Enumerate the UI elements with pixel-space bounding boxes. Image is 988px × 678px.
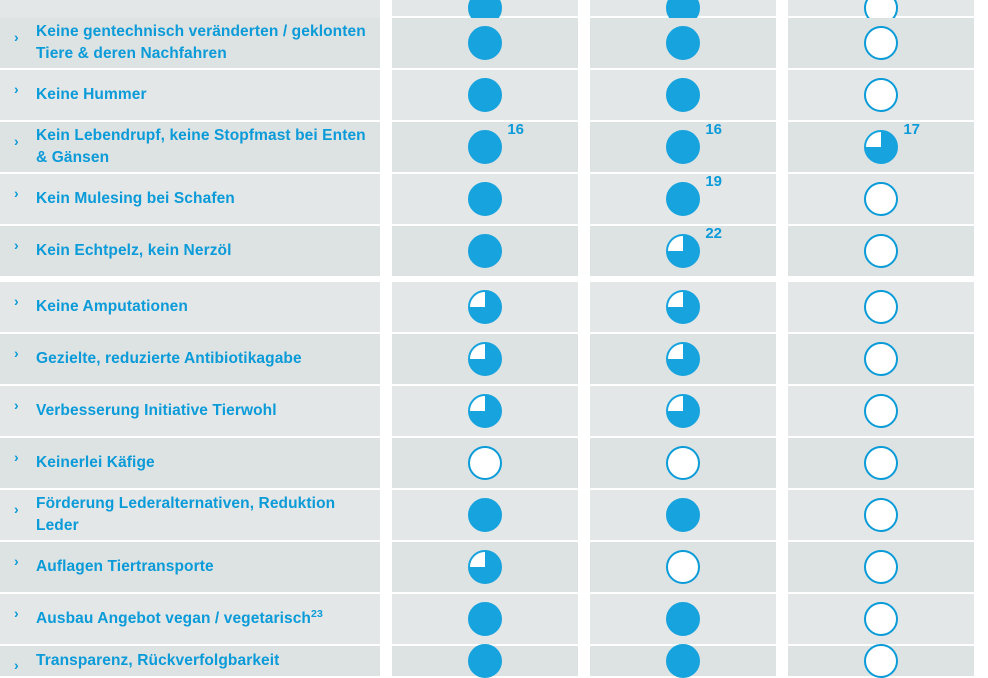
criterion-cell[interactable] [0, 646, 380, 676]
rating-dot-three-quarter-icon [666, 234, 700, 268]
column-separator [776, 646, 788, 676]
rating-cell[interactable] [788, 122, 974, 172]
criterion-cell[interactable] [0, 386, 380, 436]
criterion-label: Gezielte, reduzierte Antibiotikagabe [36, 349, 302, 367]
rating-cell[interactable] [788, 386, 974, 436]
rating-dot-empty-icon [864, 446, 898, 480]
rating-cell[interactable] [590, 226, 776, 276]
rating-indicator [666, 290, 700, 324]
criterion-cell[interactable] [0, 594, 380, 644]
rating-indicator [468, 498, 502, 532]
rating-cell[interactable] [788, 334, 974, 384]
rating-cell[interactable] [392, 542, 578, 592]
column-separator [578, 122, 590, 172]
rating-cell[interactable] [590, 282, 776, 332]
footnote-marker: 17 [903, 121, 920, 138]
rating-cell[interactable] [392, 18, 578, 68]
table-row [0, 122, 988, 172]
rating-cell[interactable] [788, 646, 974, 676]
rating-dot-empty-icon [864, 550, 898, 584]
rating-indicator [666, 121, 722, 164]
rating-dot-empty-icon [468, 446, 502, 480]
rating-indicator [864, 342, 898, 376]
criterion-cell[interactable] [0, 334, 380, 384]
rating-dot-full-icon [666, 26, 700, 60]
expand-chevron-icon[interactable]: › [14, 29, 19, 45]
rating-indicator [666, 446, 700, 480]
rating-dot-full-icon [468, 644, 502, 678]
rating-dot-three-quarter-icon [666, 342, 700, 376]
criterion-cell[interactable] [0, 18, 380, 68]
rating-dot-full-icon [666, 498, 700, 532]
table-row [0, 334, 988, 384]
rating-indicator [864, 182, 898, 216]
criterion-label: Kein Mulesing bei Schafen [36, 189, 235, 207]
expand-chevron-icon[interactable]: › [14, 133, 19, 149]
column-separator [578, 334, 590, 384]
rating-dot-empty-icon [666, 446, 700, 480]
column-separator [776, 70, 788, 120]
rating-cell[interactable] [788, 282, 974, 332]
column-separator [776, 542, 788, 592]
rating-cell[interactable] [788, 226, 974, 276]
rating-indicator [468, 234, 502, 268]
rating-dot-empty-icon [864, 602, 898, 636]
criterion-cell[interactable] [0, 174, 380, 224]
rating-cell[interactable] [392, 0, 578, 16]
rating-cell[interactable] [590, 0, 776, 16]
label-data-gap [380, 282, 392, 332]
column-separator [578, 594, 590, 644]
rating-dot-empty-icon [666, 550, 700, 584]
rating-cell[interactable] [590, 542, 776, 592]
rating-cell[interactable] [590, 438, 776, 488]
table-row [0, 438, 988, 488]
column-separator [776, 18, 788, 68]
label-data-gap [380, 226, 392, 276]
column-separator [578, 70, 590, 120]
rating-dot-empty-icon [864, 26, 898, 60]
table-row [0, 18, 988, 68]
criterion-label: Keine Amputationen [36, 297, 188, 315]
table-row [0, 70, 988, 120]
rating-cell[interactable] [590, 646, 776, 676]
rating-dot-empty-icon [864, 290, 898, 324]
rating-indicator [468, 290, 502, 324]
rating-dot-full-icon [666, 182, 700, 216]
label-data-gap [380, 334, 392, 384]
criterion-label: Förderung Lederalternativen, Reduktion Leder [36, 494, 336, 534]
column-separator [776, 386, 788, 436]
rating-indicator [468, 78, 502, 112]
rating-dot-three-quarter-icon [468, 342, 502, 376]
expand-chevron-icon[interactable]: › [14, 449, 19, 465]
rating-cell[interactable] [788, 594, 974, 644]
rating-cell[interactable] [590, 122, 776, 172]
label-data-gap [380, 594, 392, 644]
rating-indicator [864, 121, 920, 164]
column-separator [578, 490, 590, 540]
footnote-marker: 23 [311, 607, 323, 620]
rating-cell[interactable] [590, 70, 776, 120]
column-separator [578, 174, 590, 224]
rating-dot-empty-icon [864, 644, 898, 678]
rating-indicator [468, 602, 502, 636]
rating-indicator [666, 498, 700, 532]
rating-indicator [864, 234, 898, 268]
expand-chevron-icon[interactable]: › [14, 605, 19, 621]
criterion-label: Keine Hummer [36, 85, 147, 103]
rating-dot-empty-icon [864, 78, 898, 112]
rating-indicator [864, 394, 898, 428]
footnote-marker: 22 [705, 225, 722, 242]
rating-dot-three-quarter-icon [468, 290, 502, 324]
rating-cell[interactable] [788, 490, 974, 540]
criterion-cell[interactable] [0, 70, 380, 120]
rating-indicator [666, 26, 700, 60]
rating-indicator [864, 78, 898, 112]
rating-indicator [666, 394, 700, 428]
rating-dot-empty-icon [864, 394, 898, 428]
column-separator [776, 438, 788, 488]
rating-cell[interactable] [590, 18, 776, 68]
column-separator [578, 226, 590, 276]
expand-chevron-icon[interactable]: › [14, 237, 19, 253]
rating-indicator [666, 173, 722, 216]
rating-cell[interactable] [590, 334, 776, 384]
label-data-gap [380, 646, 392, 676]
column-separator [776, 282, 788, 332]
criterion-label: Keine gentechnisch veränderten / geklonten Tiere & deren Nachfahren [36, 22, 366, 62]
table-row [0, 490, 988, 540]
expand-chevron-icon[interactable]: › [14, 293, 19, 309]
rating-indicator [468, 182, 502, 216]
rating-indicator [864, 550, 898, 584]
label-data-gap [380, 174, 392, 224]
criterion-cell[interactable] [0, 0, 380, 18]
rating-indicator [666, 602, 700, 636]
criterion-label: Verbesserung Initiative Tierwohl [36, 401, 277, 419]
rating-cell[interactable] [392, 594, 578, 644]
rating-dot-full-icon [468, 130, 502, 164]
rating-indicator [666, 342, 700, 376]
rating-dot-full-icon [666, 130, 700, 164]
table-row [0, 542, 988, 592]
rating-dot-full-icon [468, 602, 502, 636]
rating-cell[interactable] [590, 594, 776, 644]
label-data-gap [380, 70, 392, 120]
column-separator [578, 282, 590, 332]
column-separator [578, 542, 590, 592]
rating-cell[interactable] [392, 70, 578, 120]
label-data-gap [380, 542, 392, 592]
rating-cell[interactable] [590, 386, 776, 436]
rating-indicator [468, 550, 502, 584]
table-row [0, 646, 988, 676]
expand-chevron-icon[interactable]: › [14, 553, 19, 569]
column-separator [578, 0, 590, 16]
rating-dot-full-icon [468, 78, 502, 112]
rating-cell[interactable] [392, 174, 578, 224]
rating-indicator [468, 121, 524, 164]
rating-cell[interactable] [392, 490, 578, 540]
expand-chevron-icon[interactable]: › [14, 185, 19, 201]
table-row [0, 282, 988, 332]
label-data-gap [380, 490, 392, 540]
column-separator [776, 174, 788, 224]
expand-chevron-icon[interactable]: › [14, 501, 19, 517]
rating-cell[interactable] [590, 174, 776, 224]
footnote-marker: 19 [705, 173, 722, 190]
rating-dot-three-quarter-icon [468, 550, 502, 584]
rating-cell[interactable] [392, 438, 578, 488]
rating-dot-empty-icon [864, 342, 898, 376]
criterion-label: Ausbau Angebot vegan / vegetarisch$^{23}$ [36, 607, 323, 627]
rating-indicator [864, 26, 898, 60]
table-row [0, 0, 988, 16]
rating-dot-three-quarter-icon [666, 394, 700, 428]
rating-cell[interactable] [392, 226, 578, 276]
rating-cell[interactable] [392, 386, 578, 436]
rating-indicator [468, 342, 502, 376]
rating-indicator [666, 225, 722, 268]
rating-dot-full-icon [468, 26, 502, 60]
rating-cell[interactable] [788, 438, 974, 488]
rating-indicator [864, 446, 898, 480]
rating-dot-three-quarter-icon [864, 130, 898, 164]
criterion-label: Kein Lebendrupf, keine Stopfmast bei Enten & Gänsen [36, 126, 366, 166]
column-separator [776, 490, 788, 540]
rating-dot-three-quarter-icon [468, 394, 502, 428]
rating-dot-full-icon [468, 234, 502, 268]
column-separator [776, 226, 788, 276]
rating-dot-full-icon [666, 602, 700, 636]
criterion-label: Keinerlei Käfige [36, 453, 155, 471]
rating-cell[interactable] [788, 0, 974, 16]
expand-chevron-icon[interactable]: › [14, 81, 19, 97]
column-separator [776, 594, 788, 644]
rating-indicator [468, 26, 502, 60]
rating-indicator [666, 550, 700, 584]
footnote-marker: 16 [705, 121, 722, 138]
label-data-gap [380, 122, 392, 172]
criterion-cell[interactable] [0, 282, 380, 332]
rating-dot-empty-icon [864, 498, 898, 532]
rating-dot-full-icon [468, 498, 502, 532]
column-separator [776, 334, 788, 384]
expand-chevron-icon[interactable]: › [14, 397, 19, 413]
rating-cell[interactable] [392, 646, 578, 676]
rating-dot-empty-icon [864, 234, 898, 268]
rating-dot-full-icon [666, 644, 700, 678]
rating-indicator [468, 394, 502, 428]
label-data-gap [380, 18, 392, 68]
rating-cell[interactable] [392, 282, 578, 332]
expand-chevron-icon[interactable]: › [14, 657, 19, 673]
rating-dot-three-quarter-icon [666, 290, 700, 324]
rating-indicator [666, 78, 700, 112]
label-data-gap [380, 438, 392, 488]
table-row [0, 386, 988, 436]
rating-cell[interactable] [590, 490, 776, 540]
criterion-label: Transparenz, Rückverfolgbarkeit [36, 651, 280, 669]
criterion-cell[interactable] [0, 490, 380, 540]
column-separator [578, 386, 590, 436]
table-row [0, 174, 988, 224]
column-separator [578, 18, 590, 68]
criterion-label: Auflagen Tiertransporte [36, 557, 214, 575]
rating-indicator [468, 644, 502, 678]
rating-indicator [666, 644, 700, 678]
label-data-gap [380, 386, 392, 436]
rating-indicator [864, 602, 898, 636]
column-separator [776, 122, 788, 172]
table-row [0, 594, 988, 644]
rating-cell[interactable] [788, 174, 974, 224]
criterion-cell[interactable] [0, 226, 380, 276]
table-row [0, 226, 988, 276]
rating-cell[interactable] [392, 334, 578, 384]
column-separator [578, 646, 590, 676]
column-separator [578, 438, 590, 488]
rating-dot-empty-icon [864, 182, 898, 216]
rating-cell[interactable] [392, 122, 578, 172]
footnote-marker: 16 [507, 121, 524, 138]
rating-cell[interactable] [788, 70, 974, 120]
expand-chevron-icon[interactable]: › [14, 345, 19, 361]
rating-indicator [468, 446, 502, 480]
criterion-label: Kein Echtpelz, kein Nerzöl [36, 241, 232, 259]
label-data-gap [380, 0, 392, 16]
rating-indicator [864, 644, 898, 678]
rating-indicator [864, 498, 898, 532]
rating-cell[interactable] [788, 18, 974, 68]
column-separator [776, 0, 788, 16]
criterion-cell[interactable] [0, 542, 380, 592]
rating-indicator [864, 290, 898, 324]
criterion-cell[interactable] [0, 122, 380, 172]
rating-cell[interactable] [788, 542, 974, 592]
rating-dot-full-icon [468, 182, 502, 216]
criterion-cell[interactable] [0, 438, 380, 488]
rating-dot-full-icon [666, 78, 700, 112]
